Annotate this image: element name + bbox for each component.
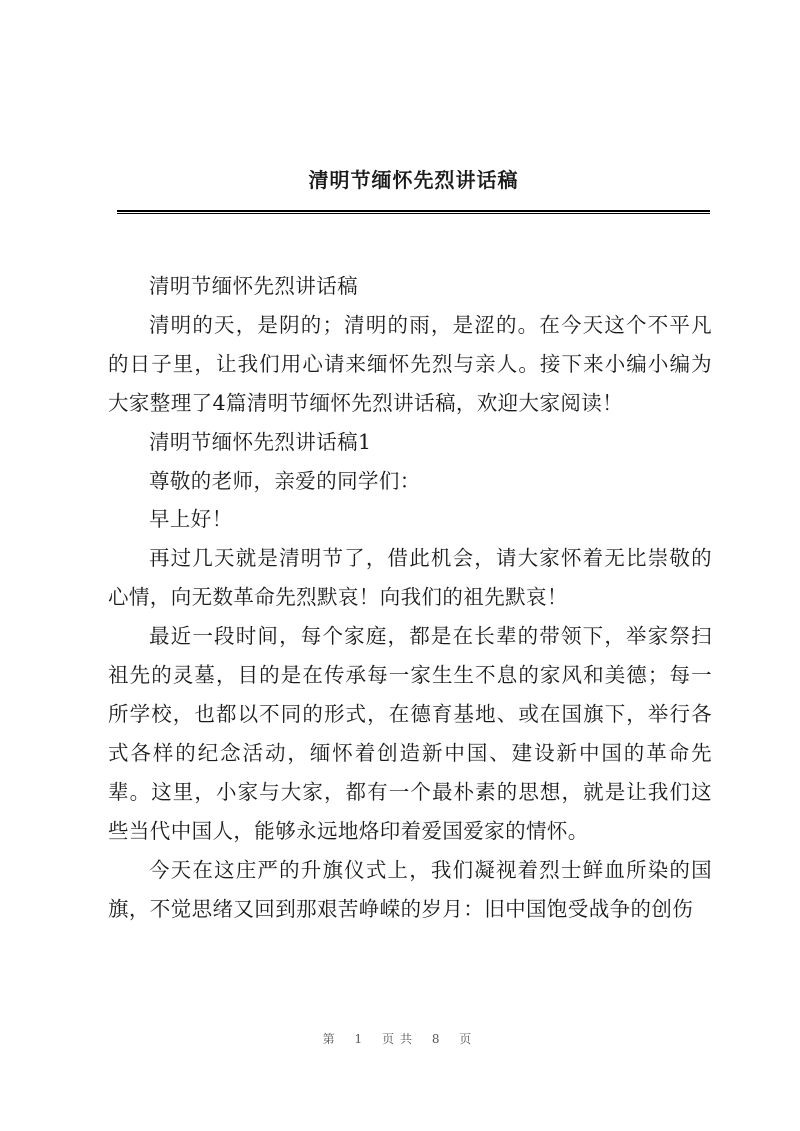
paragraph-body: 再过几天就是清明节了，借此机会，请大家怀着无比崇敬的心情，向无数革命先烈默哀！向我们的祖先默哀！ <box>108 546 712 610</box>
footer-prefix: 第 <box>322 1032 341 1046</box>
paragraph-intro: 清明的天，是阴的；清明的雨，是涩的。在今天这个不平凡的日子里，让我们用心请来缅怀先烈与亲人。接下来小编小编为大家整理了4篇清明节缅怀先烈讲话稿，欢迎大家阅读！ <box>108 312 712 415</box>
title-divider <box>117 210 710 214</box>
paragraph-section-title: 清明节缅怀先烈讲话稿1 <box>149 429 372 454</box>
paragraph-salutation: 尊敬的老师，亲爱的同学们： <box>149 468 421 493</box>
paragraph-greeting: 早上好！ <box>149 507 233 532</box>
paragraph-body: 今天在这庄严的升旗仪式上，我们凝视着烈士鲜血所染的国旗，不觉思绪又回到那艰苦峥嵘的岁月：旧中国饱受战争的创伤 <box>108 857 712 921</box>
footer-total-pages: 8 <box>431 1032 446 1046</box>
paragraph-heading: 清明节缅怀先烈讲话稿 <box>149 274 358 298</box>
footer-middle: 页共 <box>381 1032 418 1046</box>
document-body <box>108 267 712 928</box>
page-title: 清明节缅怀先烈讲话稿 <box>308 168 519 192</box>
paragraph-body: 最近一段时间，每个家庭，都是在长辈的带领下，举家祭扫祖先的灵墓，目的是在传承每一家生生不息的家风和美德；每一所学校，也都以不同的形式，在德育基地、或在国旗下，举行各式各样的纪念活动，缅怀着创造新中国、建设新中国的革命先辈。这里，小家与大家，都有一个最朴素的思想，就是让我们这些当代中国人，能够永远地烙印着爱国爱家的情怀。 <box>108 624 712 843</box>
page-footer <box>0 1030 800 1047</box>
footer-suffix: 页 <box>459 1032 478 1046</box>
footer-current-page: 1 <box>354 1032 369 1046</box>
